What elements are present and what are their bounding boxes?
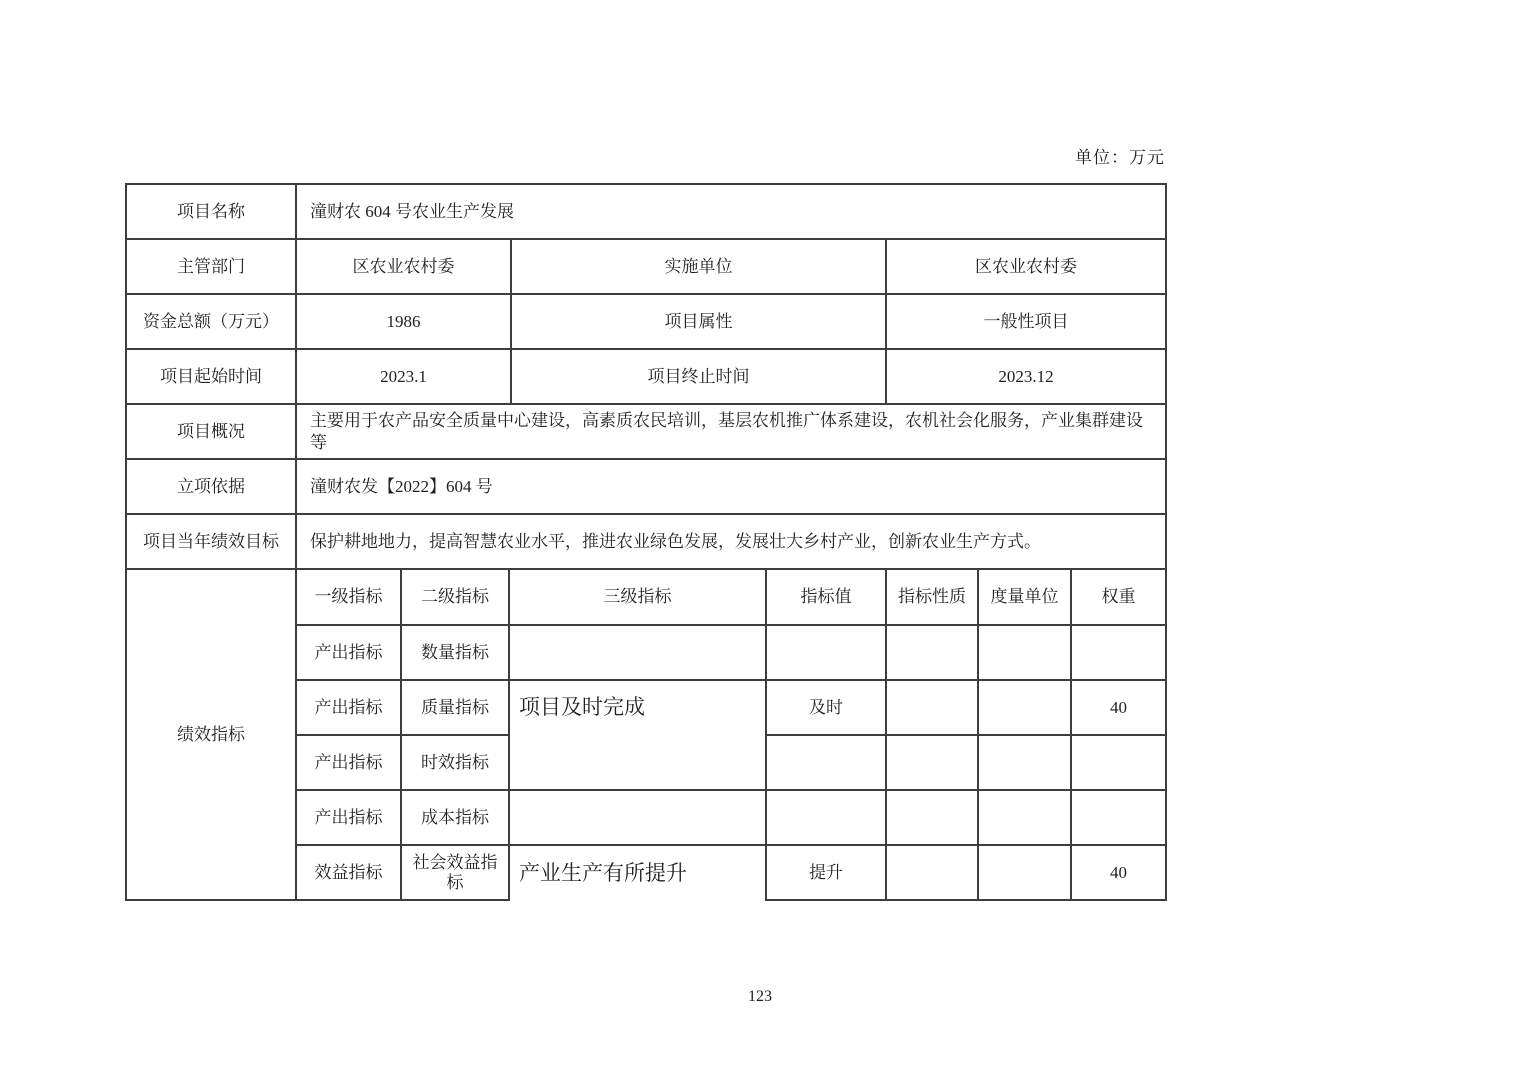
weight-cell: 40 [1071,845,1166,900]
info-label-cell: 实施单位 [511,239,886,294]
nature-cell [886,680,978,735]
level2-cell: 质量指标 [401,680,509,735]
header-cell: 度量单位 [978,570,1071,625]
unit-label: 单位：万元 [1075,148,1165,167]
nature-cell [886,735,978,790]
table-row [126,184,1166,239]
value-cell: 及时 [766,680,886,735]
info-value-cell: 潼财农 604 号农业生产发展 [296,184,1166,239]
unit-cell [978,790,1071,845]
header-cell: 权重 [1071,570,1166,625]
project-info-table [125,183,1167,570]
table-row [126,294,1166,349]
weight-cell: 40 [1071,680,1166,735]
info-value-cell: 区农业农村委 [886,239,1166,294]
info-label-cell: 主管部门 [126,239,296,294]
header-cell: 一级指标 [296,570,401,625]
info-value-cell: 2023.1 [296,349,511,404]
indicator-table [125,570,1167,901]
value-cell: 提升 [766,845,886,900]
value-cell [766,790,886,845]
level3-cell: 产业生产有所提升 [509,845,766,900]
value-cell [766,735,886,790]
info-value-cell: 保护耕地地力，提高智慧农业水平，推进农业绿色发展，发展壮大乡村产业，创新农业生产方式。 [296,514,1166,569]
indicator-header-row [126,570,1166,625]
unit-cell [978,625,1071,680]
section-label-cell: 绩效指标 [126,570,296,900]
unit-cell [978,735,1071,790]
level2-cell: 成本指标 [401,790,509,845]
level1-cell: 产出指标 [296,680,401,735]
level1-cell: 产出指标 [296,625,401,680]
info-value-cell: 一般性项目 [886,294,1166,349]
level3-cell: 项目及时完成 [509,680,766,790]
nature-cell [886,790,978,845]
level2-cell: 时效指标 [401,735,509,790]
table-row [126,349,1166,404]
value-cell [766,625,886,680]
unit-cell [978,680,1071,735]
info-label-cell: 项目当年绩效目标 [126,514,296,569]
level1-cell: 效益指标 [296,845,401,900]
level1-cell: 产出指标 [296,790,401,845]
info-value-cell: 区农业农村委 [296,239,511,294]
project-performance-table [125,183,1167,901]
info-value-cell: 主要用于农产品安全质量中心建设，高素质农民培训，基层农机推广体系建设，农机社会化服务，产业集群建设等 [296,404,1166,459]
info-label-cell: 立项依据 [126,459,296,514]
unit-cell [978,845,1071,900]
header-cell: 指标性质 [886,570,978,625]
level3-cell [509,790,766,845]
header-cell: 二级指标 [401,570,509,625]
info-value-cell: 1986 [296,294,511,349]
level2-cell: 数量指标 [401,625,509,680]
nature-cell [886,845,978,900]
info-label-cell: 项目名称 [126,184,296,239]
table-row [126,404,1166,459]
level3-cell [509,625,766,680]
level1-cell: 产出指标 [296,735,401,790]
weight-cell [1071,790,1166,845]
nature-cell [886,625,978,680]
table-row [126,239,1166,294]
info-value-cell: 2023.12 [886,349,1166,404]
info-label-cell: 资金总额（万元） [126,294,296,349]
header-cell: 指标值 [766,570,886,625]
info-label-cell: 项目起始时间 [126,349,296,404]
header-cell: 三级指标 [509,570,766,625]
info-label-cell: 项目终止时间 [511,349,886,404]
weight-cell [1071,735,1166,790]
info-label-cell: 项目概况 [126,404,296,459]
info-value-cell: 潼财农发【2022】604 号 [296,459,1166,514]
page-number: 123 [748,988,772,1005]
weight-cell [1071,625,1166,680]
table-row [126,514,1166,569]
table-row [126,459,1166,514]
level2-cell: 社会效益指标 [401,845,509,900]
info-label-cell: 项目属性 [511,294,886,349]
